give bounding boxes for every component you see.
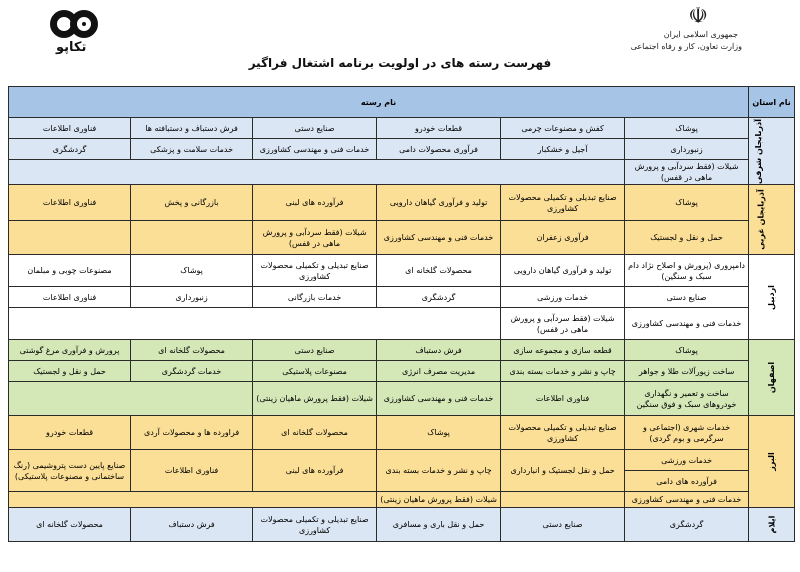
- table-cell: صنایع تبدیلی و تکمیلی محصولات کشاورزی: [501, 185, 625, 221]
- column-header-sectors: نام رسته: [9, 87, 749, 118]
- table-row: [9, 416, 795, 450]
- table-row: [9, 492, 795, 508]
- table-cell: پوشاک: [625, 185, 749, 221]
- table-cell: خدمات فنی و مهندسی کشاورزی: [625, 308, 749, 340]
- table-row: [9, 308, 795, 340]
- table-cell: محصولات گلخانه ای: [9, 508, 131, 542]
- takapoo-logo: [40, 8, 106, 56]
- column-header-province: نام استان: [749, 87, 795, 118]
- table-cell: صنایع تبدیلی و تکمیلی محصولات کشاورزی: [253, 255, 377, 287]
- logo-text: تکاپو: [56, 40, 87, 55]
- table-cell: فناوری اطلاعات: [131, 450, 253, 492]
- table-row: [9, 255, 795, 287]
- table-cell: صنایع پایین دست پتروشیمی (رنگ ساختمانی و مصنوعات پلاستیکی): [9, 450, 131, 492]
- table-cell: فراورده ها و محصولات آردی: [131, 416, 253, 450]
- province-cell: اردبیل: [749, 255, 795, 340]
- table-cell: دامپروری (پرورش و اصلاح نژاد دام سبک و سنگین): [625, 255, 749, 287]
- table-cell: شیلات (فقط سردآبی و پرورش ماهی در قفس): [253, 221, 377, 255]
- table-row: [9, 382, 795, 416]
- table-cell: فرآورده های لبنی: [253, 185, 377, 221]
- table-cell: محصولات گلخانه ای: [377, 255, 501, 287]
- table-cell: شیلات (فقط پرورش ماهیان زینتی): [377, 492, 501, 508]
- table-row: [9, 139, 795, 160]
- org-line-1: جمهوری اسلامی ایران: [663, 30, 738, 39]
- table-cell: شیلات (فقط سردآبی و پرورش ماهی در قفس): [625, 160, 749, 185]
- province-cell: آذربایجان شرقی: [749, 118, 795, 185]
- table-cell: پوشاک: [377, 416, 501, 450]
- table-cell: فناوری اطلاعات: [501, 382, 625, 416]
- table-cell: فرش دستباف: [131, 508, 253, 542]
- table-cell: خدمات فنی و مهندسی کشاورزی: [377, 221, 501, 255]
- province-cell: آذربایجان غربی: [749, 185, 795, 255]
- table-cell: پوشاک: [131, 255, 253, 287]
- table-cell: مصنوعات پلاستیکی: [253, 361, 377, 382]
- table-row: [9, 340, 795, 361]
- table-cell-empty: [9, 160, 625, 185]
- table-cell: خدمات فنی و مهندسی کشاورزی: [377, 382, 501, 416]
- table-cell: [9, 221, 131, 255]
- table-cell: صنایع تبدیلی و تکمیلی محصولات کشاورزی: [501, 416, 625, 450]
- table-cell-empty: [9, 492, 377, 508]
- table-cell: پوشاک: [625, 118, 749, 139]
- table-cell: کفش و مصنوعات چرمی: [501, 118, 625, 139]
- table-cell: فرش دستباف: [377, 340, 501, 361]
- table-cell: صنایع دستی: [625, 287, 749, 308]
- table-row: [9, 287, 795, 308]
- province-cell: البرز: [749, 416, 795, 508]
- table-cell: خدمات بازرگانی: [253, 287, 377, 308]
- table-cell: صنایع دستی: [253, 340, 377, 361]
- table-cell: پرورش و فرآوری مرغ گوشتی: [9, 340, 131, 361]
- table-cell: گردشگری: [9, 139, 131, 160]
- table-cell: زنبورداری: [131, 287, 253, 308]
- table-cell: فرآوری زعفران: [501, 221, 625, 255]
- table-cell: قطعات خودرو: [377, 118, 501, 139]
- table-cell: صنایع دستی: [253, 118, 377, 139]
- table-cell: خدمات شهری (اجتماعی و سرگرمی و بوم گردی): [625, 416, 749, 450]
- table-cell: حمل و نقل باری و مسافری: [377, 508, 501, 542]
- table-cell: قطعات خودرو: [9, 416, 131, 450]
- table-cell: مصنوعات چوبی و مبلمان: [9, 255, 131, 287]
- table-cell: حمل و نقل و لجستیک: [625, 221, 749, 255]
- table-cell: فناوری اطلاعات: [9, 185, 131, 221]
- table-cell: [501, 492, 625, 508]
- table-cell: فناوری اطلاعات: [9, 287, 131, 308]
- table-cell: [131, 221, 253, 255]
- table-cell: تولید و فرآوری گیاهان دارویی: [501, 255, 625, 287]
- table-row: [9, 361, 795, 382]
- sectors-table: [8, 86, 795, 542]
- table-cell: چاپ و نشر و خدمات بسته بندی: [501, 361, 625, 382]
- table-cell: حمل و نقل لجستیک و انبارداری: [501, 450, 625, 492]
- table-cell: مدیریت مصرف انرژی: [377, 361, 501, 382]
- table-row: [9, 450, 795, 471]
- province-cell: اصفهان: [749, 340, 795, 416]
- table-cell: تولید و فرآوری گیاهان دارویی: [377, 185, 501, 221]
- table-cell: شیلات (فقط سردآبی و پرورش ماهی در قفس): [501, 308, 625, 340]
- table-cell: خدمات ورزشی: [625, 450, 749, 471]
- table-cell: محصولات گلخانه ای: [131, 340, 253, 361]
- table-cell: شیلات (فقط پرورش ماهیان زینتی): [253, 382, 377, 416]
- table-cell: آجیل و خشکبار: [501, 139, 625, 160]
- table-cell: زنبورداری: [625, 139, 749, 160]
- table-cell: قطعه سازی و مجموعه سازی: [501, 340, 625, 361]
- iran-emblem-icon: ☫: [688, 4, 708, 29]
- page-header: [0, 0, 800, 84]
- table-cell: صنایع دستی: [501, 508, 625, 542]
- table-cell: چاپ و نشر و خدمات بسته بندی: [377, 450, 501, 492]
- table-cell: فرش دستباف و دستبافته ها: [131, 118, 253, 139]
- table-cell: گردشگری: [625, 508, 749, 542]
- org-line-2: وزارت تعاون، کار و رفاه اجتماعی: [630, 42, 742, 51]
- table-header-row: [9, 87, 795, 118]
- table-cell: گردشگری: [377, 287, 501, 308]
- table-cell: حمل و نقل و لجستیک: [9, 361, 131, 382]
- table-cell: بازرگانی و پخش: [131, 185, 253, 221]
- table-cell: فرآورده های لبنی: [253, 450, 377, 492]
- table-row: [9, 160, 795, 185]
- table-cell: پوشاک: [625, 340, 749, 361]
- table-row: [9, 508, 795, 542]
- table-cell: خدمات گردشگری: [131, 361, 253, 382]
- table-cell: خدمات فنی و مهندسی کشاورزی: [253, 139, 377, 160]
- table-cell: ساخت زیورآلات طلا و جواهر: [625, 361, 749, 382]
- table-cell: ساخت و تعمیر و نگهداری خودروهای سبک و فوق سنگین: [625, 382, 749, 416]
- table-cell: محصولات گلخانه ای: [253, 416, 377, 450]
- table-row: [9, 221, 795, 255]
- logo-ring-icon: [70, 10, 98, 38]
- ministry-logo: [630, 4, 752, 56]
- province-cell: ایلام: [749, 508, 795, 542]
- table-cell-empty: [9, 382, 253, 416]
- table-cell: خدمات فنی و مهندسی کشاورزی: [625, 492, 749, 508]
- table-cell: فرآوری محصولات دامی: [377, 139, 501, 160]
- table-row: [9, 118, 795, 139]
- table-cell: خدمات ورزشی: [501, 287, 625, 308]
- table-cell-empty: [9, 308, 501, 340]
- table-cell: فرآورده های دامی: [625, 471, 749, 492]
- table-row: [9, 185, 795, 221]
- table-cell: خدمات سلامت و پزشکی: [131, 139, 253, 160]
- table-cell: فناوری اطلاعات: [9, 118, 131, 139]
- table-cell: صنایع تبدیلی و تکمیلی محصولات کشاورزی: [253, 508, 377, 542]
- page-title: فهرست رسته های در اولویت برنامه اشتغال فراگیر: [248, 56, 552, 70]
